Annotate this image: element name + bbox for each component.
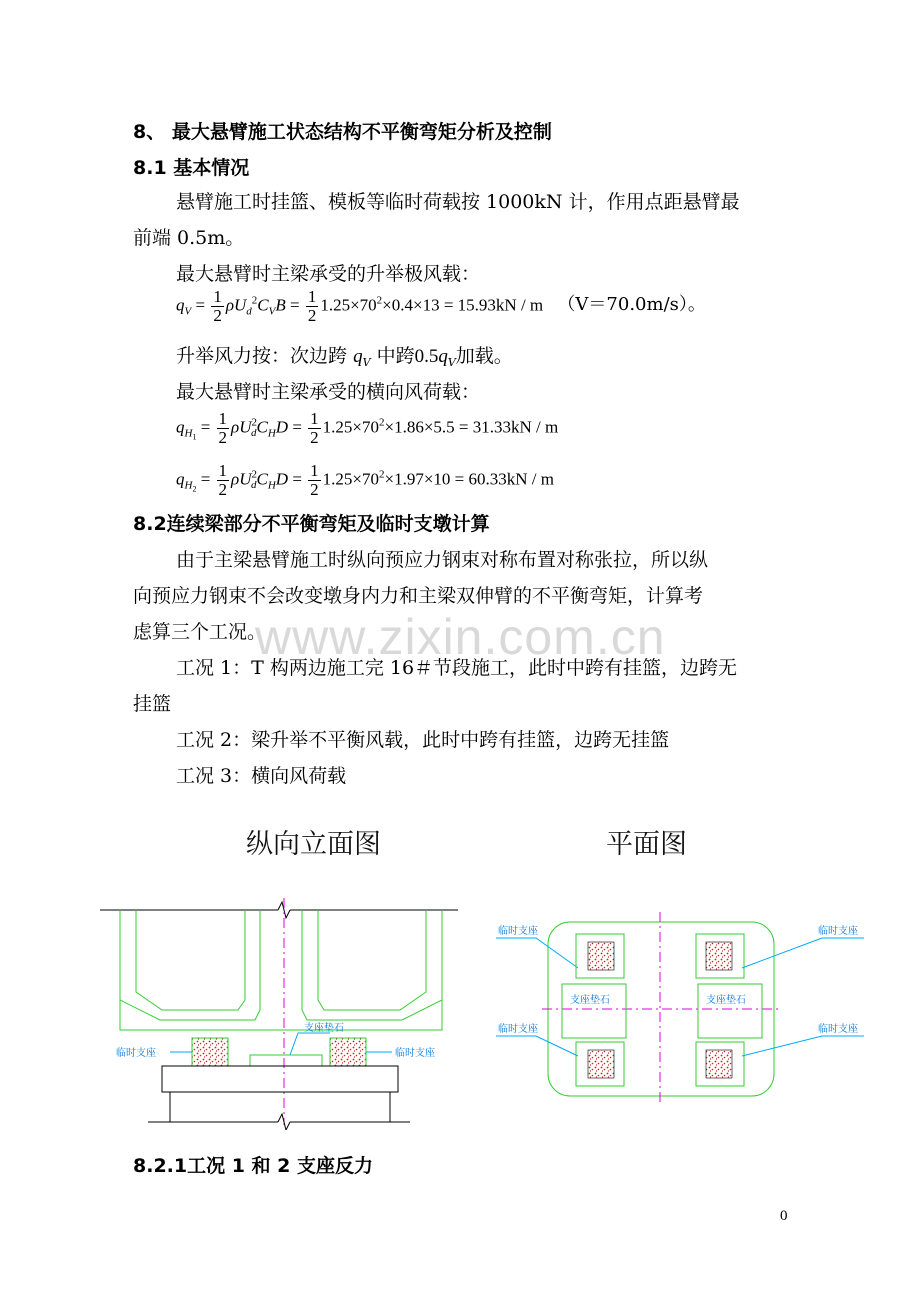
equation-lateral-wind-2: $q_{H2}$ = $\frac{1}{2}$ $\rho U^2_dC_HD$ = $\frac{1}{2}$ $1.25\times 70^2\times 1.97\times 10 = 60.33kN / m$ [176,461,554,499]
section-heading-8: 8、 最大悬臂施工状态结构不平衡弯矩分析及控制 [133,121,552,143]
label-bearing-pad: 支座垫石 [304,1023,344,1034]
paragraph-line: 最大悬臂时主梁承受的升举极风载： [176,263,481,285]
bearing-pad-left [562,984,626,1038]
beam-left-web [136,910,245,1010]
frac-den: 2 [218,480,228,499]
eq-rhs: 1.25×70 [320,295,377,315]
paragraph-line: 工况 1：T 构两边施工完 16＃节段施工，此时中跨有挂篮，边跨无 [176,657,738,679]
eq-rhs: ×1.97×10 = 60.33kN / m [384,469,554,489]
fraction [217,462,230,499]
frac-den: 2 [310,428,319,447]
leader-line [742,1036,864,1056]
temp-bearing-bl [588,1050,614,1078]
frac-den: 2 [307,306,317,325]
watermark: www.zixin.com.cn [255,609,666,665]
eq-var: q [438,346,448,367]
eq-term: C [256,469,268,489]
frac-num: 1 [310,409,319,428]
paragraph-line: 最大悬臂时主梁承受的横向风荷载： [176,381,481,403]
frac-num: 1 [310,461,319,480]
frac-num: 1 [218,461,228,480]
plan-diagram [492,910,872,1105]
para3-suffix: 加载。 [455,345,513,367]
paragraph-line: 挂篮 [133,693,172,715]
eq-sup: 2 [376,294,383,307]
frac-den: 2 [213,306,222,325]
eq-sub: d [250,479,257,492]
bearing-pad-right [698,984,762,1038]
frac-den: 2 [310,480,319,499]
page-number: 0 [780,1208,788,1224]
label-temp-bearing-tr: 临时支座 [818,926,858,937]
elevation-diagram [100,890,465,1130]
eq-var: q [176,295,185,315]
beam-right-web [318,910,426,1010]
pier-outline [548,922,774,1096]
paragraph-line: 工况 3：横向风荷载 [176,765,347,787]
eq-sup: 2 [251,416,257,429]
equation-lateral-wind-1: $q_{H1}$ = $\frac{1}{2}$ $\rho U^2_dC_HD$ = $\frac{1}{2}$ $1.25\times 70^2\times 1.86\times 5.5 = 31.33kN / m$ [176,409,559,447]
temp-bearing-br [706,1050,732,1078]
eq-term: ρU [231,469,252,489]
paragraph-line: 由于主梁悬臂施工时纵向预应力钢束对称布置对称张拉，所以纵 [176,549,709,571]
label-temp-bearing-right: 临时支座 [395,1048,435,1059]
fraction [306,288,319,325]
beam-left-inner [120,910,260,1020]
eq-rhs: ×1.86×5.5 = 31.33kN / m [384,417,559,437]
eq-sub: V [184,305,192,318]
frac-num: 1 [307,287,317,306]
eq-term: C [257,295,269,315]
label-temp-bearing-br: 临时支座 [818,1024,858,1035]
eq-sub: H [184,427,193,440]
eq-note: （V＝70.0m/s）。 [557,294,706,316]
temp-bearing-left [192,1038,228,1066]
eq-sub: V [447,356,456,369]
fraction [211,288,224,325]
section-heading-8-2: 8.2连续梁部分不平衡弯矩及临时支墩计算 [133,513,490,535]
eq-var: q [176,469,185,489]
eq-sub: H [267,427,276,440]
eq-term: D [275,417,289,437]
eq-sub: V [362,356,371,369]
paragraph-line [176,344,513,375]
eq-rhs: 1.25×70 [322,417,379,437]
para3-mid: 中跨 [376,345,415,367]
label-bearing-pad-left: 支座垫石 [570,995,610,1006]
bearing-pad [250,1055,322,1066]
eq-term: ρU [231,417,252,437]
beam-bottom [120,1000,442,1030]
fraction [308,410,321,447]
para3-prefix: 升举风力按：次边跨 [176,345,348,367]
eq-subsub: 1 [192,432,197,442]
paragraph-line: 前端 0.5m。 [133,227,245,249]
paragraph-line: 向预应力钢束不会改变墩身内力和主梁双伸臂的不平衡弯矩，计算考 [133,585,704,607]
eq-term: D [275,469,289,489]
fraction [308,462,321,499]
eq-rhs: ×0.4×13 = 15.93kN / m [382,295,544,315]
fraction [217,410,230,447]
leader-line [496,938,578,968]
leader-line [742,938,864,968]
paragraph-line: 工况 2：梁升举不平衡风载，此时中跨有挂篮，边跨无挂篮 [176,729,670,751]
eq-sub: d [250,427,257,440]
eq-sub: H [267,479,276,492]
eq-term: C [256,417,268,437]
leader-line [496,1036,578,1056]
equation-lift-wind: $q_V$ = $\frac{1}{2}$ $\rho U_d^2C_VB$ = $\frac{1}{2}$ $1.25\times 70^2\times 0.4\times 13 = 15.93kN / m$ （V＝70.0m/s）。 [176,287,706,325]
eq-sub: H [184,479,193,492]
eq-sup: 2 [251,294,258,307]
pier-cap [162,1066,398,1092]
label-temp-bearing-bl: 临时支座 [498,1024,538,1035]
eq-term: ρU [225,295,247,315]
diagram-title-elevation: 纵向立面图 [246,829,381,860]
eq-var: q [353,346,363,367]
eq-sup: 2 [379,416,385,429]
beam-right-inner [302,910,442,1020]
section-heading-8-1: 8.1 基本情况 [133,157,250,179]
paragraph-line: 虑算三个工况。 [133,621,267,643]
eq-var: q [176,417,185,437]
label-bearing-pad-right: 支座垫石 [706,995,746,1006]
label-temp-bearing-left: 临时支座 [116,1048,156,1059]
frac-num: 1 [218,409,228,428]
eq-sub: V [268,305,276,318]
eq-sup: 2 [251,468,257,481]
eq-rhs: 1.25×70 [322,469,379,489]
paragraph-line: 悬臂施工时挂篮、模板等临时荷载按 1000kN 计，作用点距悬臂最 [176,191,740,213]
eq-subsub: 2 [192,484,197,494]
leader-line [290,1033,330,1055]
frac-num: 1 [213,287,222,306]
temp-bearing-tl [588,942,614,970]
temp-bearing-tr [706,942,732,970]
temp-bearing-right [330,1038,366,1066]
para3-half: 0.5 [414,346,439,367]
break-mark [278,1114,290,1130]
eq-sup: 2 [379,468,385,481]
label-temp-bearing-tl: 临时支座 [498,926,538,937]
eq-sub: d [246,305,252,318]
section-heading-8-2-1: 8.2.1工况 1 和 2 支座反力 [133,1155,373,1177]
eq-term: B [275,295,286,315]
diagram-title-plan: 平面图 [606,829,687,860]
frac-den: 2 [218,428,228,447]
